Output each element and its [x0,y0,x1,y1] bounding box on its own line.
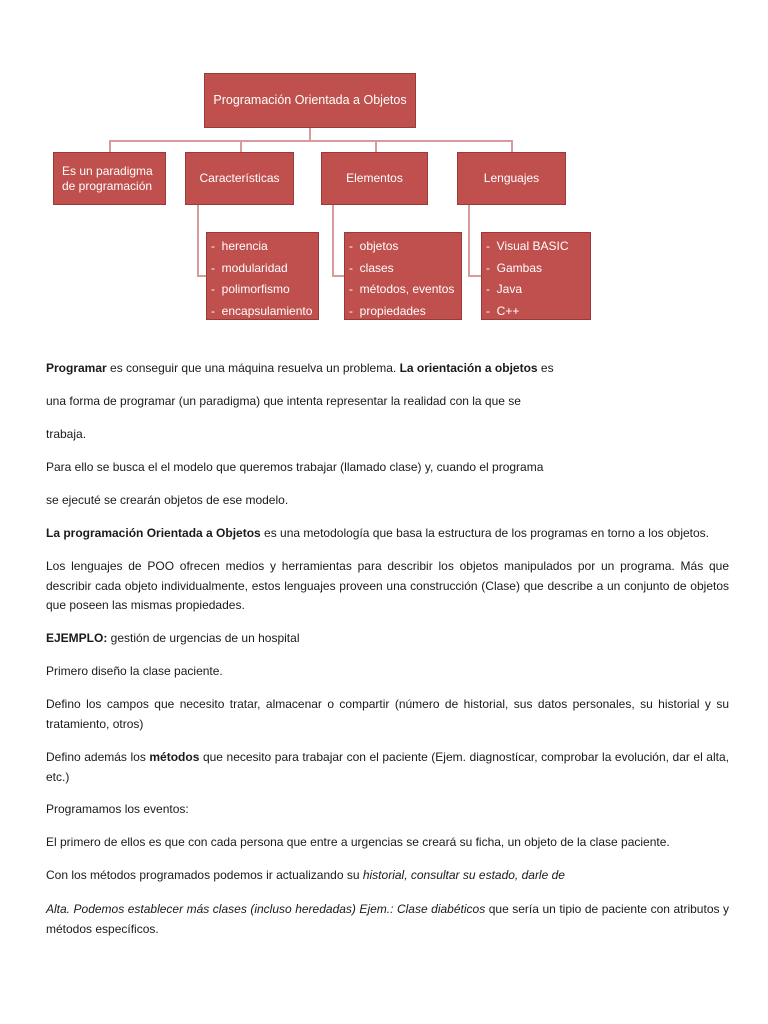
paragraph-programar [46,359,729,379]
bold-term: La programación Orientada a Objetos [46,526,261,540]
bold-term: métodos [149,750,200,764]
paragraph-actualizando [46,866,729,886]
italic-text: Alta. Podemos establecer más clases (incluso heredadas) Ejem.: Clase diabéticos [46,902,486,916]
text-span: Con los métodos programados podemos ir actualizando su [46,868,363,882]
connector-sub3-vertical [468,205,470,277]
diagram-root-box: Programación Orientada a Objetos [204,73,416,128]
text-span: gestión de urgencias de un hospital [107,631,300,645]
bold-term: EJEMPLO: [46,631,108,645]
poo-concept-diagram [0,0,768,330]
text-span: que sería un tipio de paciente con atributos y métodos específicos. [46,902,730,936]
paragraph-line: Para ello se busca el el modelo que queremos trabajar (llamado clase) y, cuando el programa [46,460,544,474]
text-span: es [537,361,554,375]
category-paradigma: Es un paradigma de programación [53,152,166,205]
text-span: es conseguir que una máquina resuelva un problema. [106,361,400,375]
paragraph-clase-paciente: Primero diseño la clase paciente. [46,664,223,678]
connector-horizontal [109,140,512,142]
italic-text: historial, consultar su estado, darle de [362,868,565,882]
list-item: - clases [345,258,461,280]
category-lenguajes: Lenguajes [457,152,566,205]
paragraph-line: una forma de programar (un paradigma) que intenta representar la realidad con la que se [46,394,521,408]
connector-sub2-horizontal [332,275,344,277]
text-span: que necesito para trabajar con el paciente (Ejem. diagnostícar, comprobar la evolución, dar el alta, etc.) [46,750,729,784]
paragraph-line: se ejecuté se crearán objetos de ese modelo. [46,493,289,507]
caracteristicas-list [206,232,319,320]
text-span: es una metodología que basa la estructura de los programas en torno a los objetos. [260,526,709,540]
paragraph-line: trabaja. [46,427,87,441]
list-item: - C++ [482,301,590,323]
list-item: - Gambas [482,258,590,280]
list-item: - herencia [207,236,318,258]
paragraph-ejemplo [46,629,729,649]
paragraph-mas-clases [46,900,729,939]
paragraph-lenguajes-poo: Los lenguajes de POO ofrecen medios y herramientas para describir los objetos manipulados por un programa. Más que describir cada objeto individualmente, estos lenguajes proveen una construcción (Clase) que describe a un conjunto de objetos que poseen las mismas propiedades. [46,559,729,612]
elementos-list [344,232,462,320]
connector-sub1-vertical [197,205,199,277]
connector-sub3-horizontal [468,275,481,277]
connector-sub2-vertical [332,205,334,277]
list-item: - modularidad [207,258,318,280]
list-item: - objetos [345,236,461,258]
list-item: - encapsulamiento [207,301,318,323]
text-span: Defino además los [46,750,150,764]
list-item: - polimorfismo [207,279,318,301]
bold-term: La orientación a objetos [399,361,538,375]
category-caracteristicas: Características [185,152,294,205]
lenguajes-list [481,232,591,320]
paragraph-ficha: El primero de ellos es que con cada persona que entre a urgencias se creará su ficha, un objeto de la clase paciente. [46,835,670,849]
category-elementos: Elementos [321,152,428,205]
list-item: - Visual BASIC [482,236,590,258]
list-item: - métodos, eventos [345,279,461,301]
paragraph-poo-definition [46,524,729,544]
list-item: - Java [482,279,590,301]
paragraph-eventos: Programamos los eventos: [46,802,189,816]
list-item: - propiedades [345,301,461,323]
paragraph-metodos [46,748,729,787]
connector-sub1-horizontal [197,275,206,277]
paragraph-campos: Defino los campos que necesito tratar, almacenar o compartir (número de historial, sus datos personales, su historial y su tratamiento, otros) [46,697,729,731]
bold-term: Programar [46,361,107,375]
